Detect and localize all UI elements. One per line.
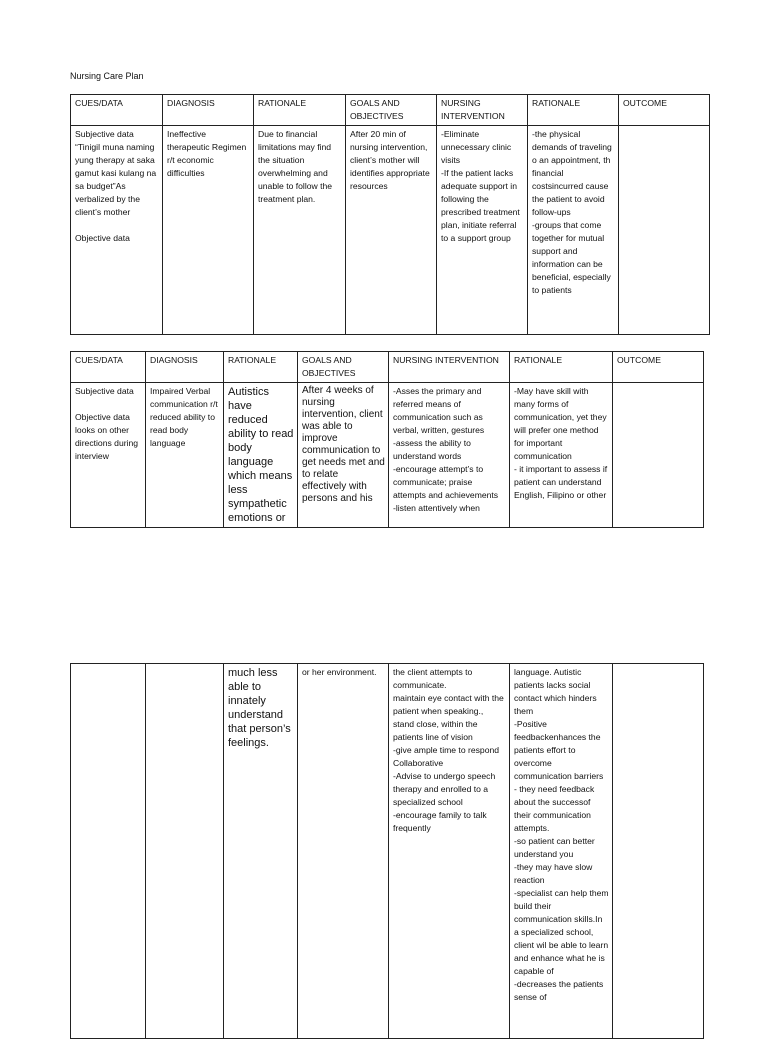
cell-rationale-2: language. Autistic patients lacks social contact which hinders them -Positive feedbackenhances the patients effort to overcome communication barriers - they need feedback about the successof their communication attempts. -so patient can better understand you -they may have slow reaction -specialist can help them build their communication skills.In a specialized school, client wil be able to learn and enhance what he is capable of -decreases the patients sense of (510, 664, 613, 1039)
header-diagnosis: DIAGNOSIS (146, 352, 224, 383)
header-goals-objectives: GOALS AND OBJECTIVES (346, 95, 437, 126)
cell-cues-data: Subjective data Objective data looks on other directions during interview (71, 383, 146, 528)
cell-outcome (613, 383, 704, 528)
header-outcome: OUTCOME (613, 352, 704, 383)
table-row (71, 664, 704, 1039)
cell-nursing-intervention: the client attempts to communicate. maintain eye contact with the patient when speaking., stand close, within the patients line of vision -give ample time to respond Collaborative -Advise to undergo speech therapy and enrolled to a specialized school -encourage family to talk frequently (389, 664, 510, 1039)
care-plan-table-3 (70, 663, 704, 1039)
cell-rationale-2: -the physical demands of traveling o an appointment, th financial costsincurred cause the patient to avoid follow-ups -groups that come together for mutual support and information can be beneficial, especially to patients (528, 126, 619, 335)
header-cues-data: CUES/DATA (71, 95, 163, 126)
header-rationale-2: RATIONALE (528, 95, 619, 126)
header-goals-objectives: GOALS AND OBJECTIVES (298, 352, 389, 383)
header-rationale: RATIONALE (254, 95, 346, 126)
table-row (71, 383, 704, 528)
care-plan-table-1 (70, 94, 710, 335)
header-rationale: RATIONALE (224, 352, 298, 383)
cell-rationale: much less able to innately understand that person’s feelings. (224, 664, 298, 1039)
cell-nursing-intervention: -Asses the primary and referred means of communication such as verbal, written, gestures -assess the ability to understand words -encourage attempt’s to communicate; praise attempts and achievements -listen attentively when (389, 383, 510, 528)
cell-diagnosis: Ineffective therapeutic Regimen r/t economic difficulties (163, 126, 254, 335)
table-header-row (71, 95, 710, 126)
header-outcome: OUTCOME (619, 95, 710, 126)
cell-nursing-intervention: -Eliminate unnecessary clinic visits -If the patient lacks adequate support in following the prescribed treatment plan, initiate referral to a support group (437, 126, 528, 335)
header-diagnosis: DIAGNOSIS (163, 95, 254, 126)
table-row (71, 126, 710, 335)
header-nursing-intervention: NURSING INTERVENTION (437, 95, 528, 126)
cell-diagnosis: Impaired Verbal communication r/t reduced ability to read body language (146, 383, 224, 528)
document-title: Nursing Care Plan (70, 71, 144, 81)
cell-rationale-2: -May have skill with many forms of communication, yet they will prefer one method for important communication - it important to assess if patient can understand English, Filipino or other (510, 383, 613, 528)
cell-diagnosis (146, 664, 224, 1039)
table-header-row (71, 352, 704, 383)
cell-goals-objectives: or her environment. (298, 664, 389, 1039)
cell-goals-objectives: After 20 min of nursing intervention, client’s mother will identifies appropriate resources (346, 126, 437, 335)
cell-rationale: Due to financial limitations may find the situation overwhelming and unable to follow the treatment plan. (254, 126, 346, 335)
cell-cues-data: Subjective data “Tinigil muna naming yung therapy at saka gamut kasi kulang na sa budget”As verbalized by the client’s mother Objective data (71, 126, 163, 335)
cell-goals-objectives: After 4 weeks of nursing intervention, client was able to improve communication to get needs met and to relate effectively with persons and his (298, 383, 389, 528)
cell-cues-data (71, 664, 146, 1039)
care-plan-table-2 (70, 351, 704, 528)
header-nursing-intervention: NURSING INTERVENTION (389, 352, 510, 383)
cell-rationale: Autistics have reduced ability to read body language which means less sympathetic emotions or (224, 383, 298, 528)
header-rationale-2: RATIONALE (510, 352, 613, 383)
header-cues-data: CUES/DATA (71, 352, 146, 383)
cell-outcome (613, 664, 704, 1039)
cell-outcome (619, 126, 710, 335)
